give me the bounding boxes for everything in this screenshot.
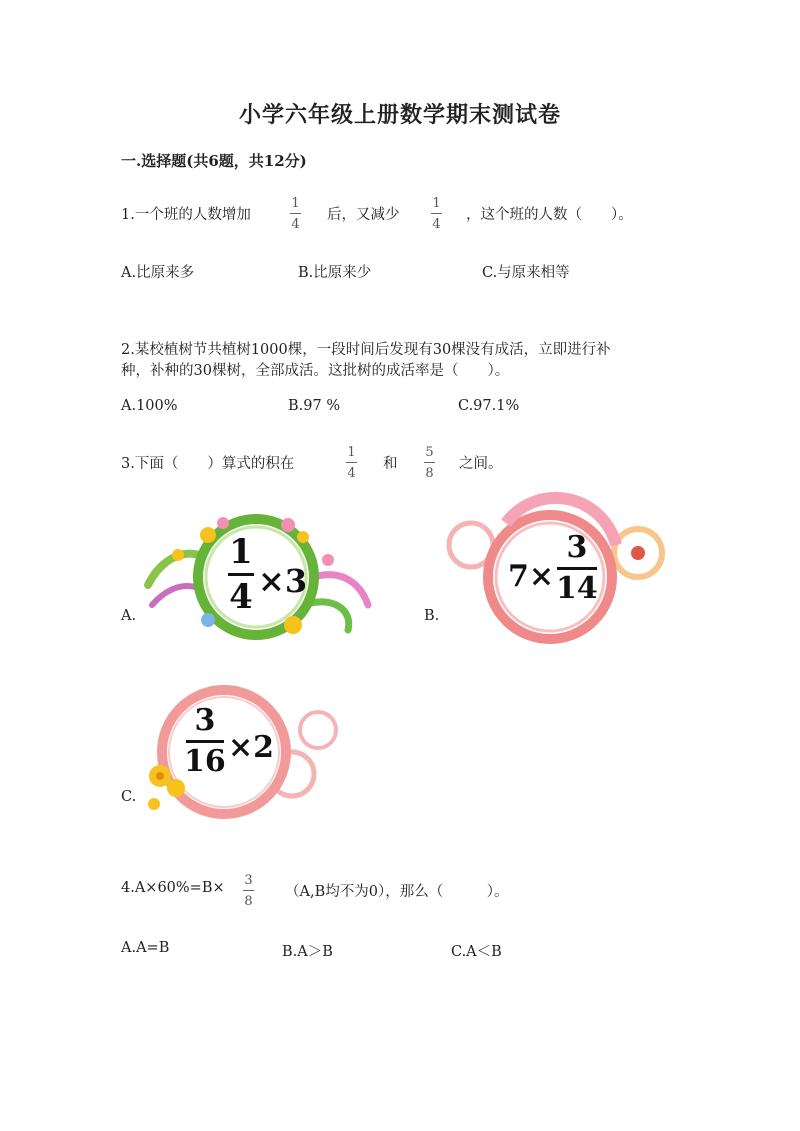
q3-option-a-multiplier: ×3 — [258, 562, 308, 600]
q3-option-c-multiplier: ×2 — [228, 730, 275, 765]
fraction-bar — [557, 567, 597, 570]
q3-option-a-card[interactable] — [138, 505, 378, 645]
q1-fraction-2 — [431, 197, 442, 231]
fraction-numerator: 3 — [566, 530, 588, 565]
fraction-denominator: 14 — [556, 571, 598, 606]
q2-option-c[interactable]: C.97.1% — [458, 398, 520, 414]
q4-fraction — [243, 874, 254, 908]
fraction-denominator: 4 — [229, 577, 253, 617]
q3-option-b-card[interactable] — [446, 505, 670, 645]
q4-text-start: 4.A×60%=B× — [121, 880, 225, 896]
fraction-denominator: 8 — [244, 894, 253, 909]
fraction-denominator: 16 — [184, 744, 226, 779]
q4-option-b[interactable]: B.A＞B — [282, 944, 333, 960]
q3-option-b-lead: 7× — [508, 559, 555, 594]
fraction-numerator: 3 — [194, 703, 216, 738]
q1-option-a[interactable]: A.比原来多 — [121, 265, 195, 281]
fraction-bar — [186, 740, 224, 743]
page-title: 小学六年级上册数学期末测试卷 — [238, 102, 561, 128]
q3-fraction-2 — [424, 446, 435, 480]
fraction-denominator: 8 — [425, 466, 434, 481]
q3-option-b-label: B. — [424, 608, 440, 624]
q3-option-b-fraction — [556, 530, 598, 606]
fraction-denominator: 4 — [432, 217, 441, 232]
q3-option-c-fraction — [184, 703, 226, 779]
q3-option-a-fraction — [228, 532, 254, 617]
q3-fraction-1 — [346, 446, 357, 480]
q3-text-start: 3.下面（ ）算式的积在 — [121, 456, 295, 472]
section-heading: 一.选择题(共6题，共12分) — [121, 152, 307, 170]
q3-text-end: 之间。 — [459, 456, 503, 472]
fraction-numerator: 1 — [291, 196, 300, 211]
fraction-bar — [243, 890, 254, 891]
q1-text-end: ，这个班的人数（ ）。 — [466, 207, 633, 223]
fraction-numerator: 5 — [425, 445, 434, 460]
q1-fraction-1 — [290, 197, 301, 231]
fraction-numerator: 3 — [244, 873, 253, 888]
fraction-numerator: 1 — [347, 445, 356, 460]
q4-text-end: （A,B均不为0），那么（ ）。 — [285, 884, 509, 900]
fraction-denominator: 4 — [347, 466, 356, 481]
q2-text-line-2: 种，补种的30棵树，全部成活。这批树的成活率是（ ）。 — [121, 363, 510, 379]
fraction-bar — [431, 213, 442, 214]
fraction-bar — [228, 573, 254, 576]
fraction-bar — [346, 462, 357, 463]
fraction-bar — [424, 462, 435, 463]
q3-text-middle: 和 — [383, 456, 398, 472]
q1-text-middle: 后，又减少 — [327, 207, 400, 223]
fraction-numerator: 1 — [432, 196, 441, 211]
q2-option-b[interactable]: B.97 % — [288, 398, 341, 414]
q4-option-c[interactable]: C.A＜B — [451, 944, 502, 960]
q3-option-c-card[interactable] — [142, 684, 342, 820]
q3-option-a-label: A. — [121, 608, 137, 624]
q4-option-a[interactable]: A.A=B — [121, 940, 170, 956]
fraction-bar — [290, 213, 301, 214]
q1-option-b[interactable]: B.比原来少 — [298, 265, 372, 281]
q1-text-start: 1.一个班的人数增加 — [121, 207, 251, 223]
q2-option-a[interactable]: A.100% — [121, 398, 178, 414]
q2-text-line-1: 2.某校植树节共植树1000棵，一段时间后发现有30棵没有成活，立即进行补 — [121, 342, 611, 358]
fraction-numerator: 1 — [229, 532, 253, 572]
q1-option-c[interactable]: C.与原来相等 — [482, 265, 570, 281]
fraction-denominator: 4 — [291, 217, 300, 232]
q3-option-c-label: C. — [121, 789, 137, 805]
